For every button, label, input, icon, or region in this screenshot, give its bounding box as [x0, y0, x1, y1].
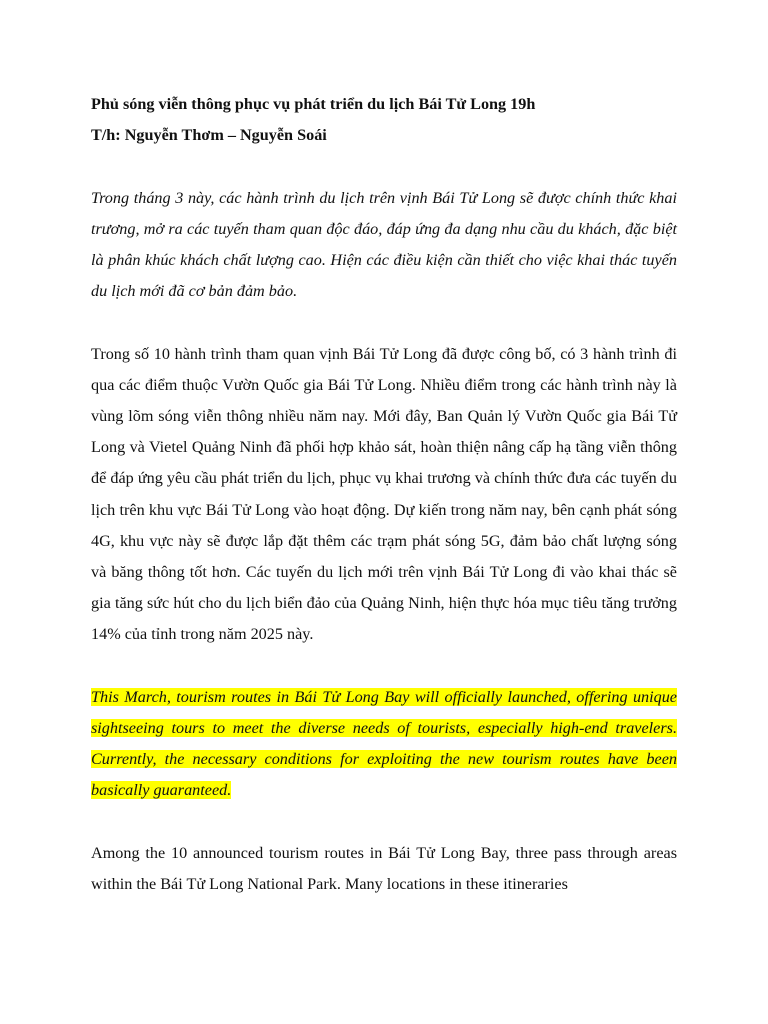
document-byline: T/h: Nguyễn Thơm – Nguyễn Soái	[91, 126, 327, 145]
lead-paragraph-english	[91, 682, 677, 807]
body-paragraph-vietnamese: Trong số 10 hành trình tham quan vịnh Bái Tử Long đã được công bố, có 3 hành trình đi qua các điểm thuộc Vườn Quốc gia Bái Tử Long. Nhiều điểm trong các hành trình này là vùng lõm sóng viễn thông nhiều năm nay. Mới đây, Ban Quản lý Vườn Quốc gia Bái Tử Long và Vietel Quảng Ninh đã phối hợp khảo sát, hoàn thiện nâng cấp hạ tầng viễn thông để đáp ứng yêu cầu phát triển du lịch, phục vụ khai trương và chính thức đưa các tuyến du lịch trên khu vực Bái Tử Long vào hoạt động. Dự kiến trong năm nay, bên cạnh phát sóng 4G, khu vực này sẽ được lắp đặt thêm các trạm phát sóng 5G, đảm bảo chất lượng sóng và băng thông tốt hơn. Các tuyến du lịch mới trên vịnh Bái Tử Long đi vào khai thác sẽ gia tăng sức hút cho du lịch biển đảo của Quảng Ninh, hiện thực hóa mục tiêu tăng trưởng 14% của tỉnh trong năm 2025 này.	[91, 344, 677, 644]
paragraph-gap	[91, 807, 677, 838]
paragraph-gap	[91, 651, 677, 682]
highlighted-text: This March, tourism routes in Bái Tử Long Bay will officially launched, offering unique sightseeing tours to meet the diverse needs of tourists, especially high-end travelers. Currently, the necessary conditions for exploiting the new tourism routes have been basically guaranteed.	[91, 687, 677, 800]
paragraph-gap	[91, 151, 677, 182]
lead-paragraph-vietnamese: Trong tháng 3 này, các hành trình du lịch trên vịnh Bái Tử Long sẽ được chính thức khai trương, mở ra các tuyến tham quan độc đáo, đáp ứng đa dạng nhu cầu du khách, đặc biệt là phân khúc khách chất lượng cao. Hiện các điều kiện cần thiết cho việc khai thác tuyến du lịch mới đã cơ bản đảm bảo.	[91, 188, 677, 301]
document-content	[91, 89, 677, 900]
document-title: Phủ sóng viễn thông phục vụ phát triển du lịch Bái Tử Long 19h	[91, 95, 536, 113]
paragraph-gap	[91, 307, 677, 338]
body-paragraph-english: Among the 10 announced tourism routes in Bái Tử Long Bay, three pass through areas within the Bái Tử Long National Park. Many locations in these itineraries	[91, 843, 677, 894]
